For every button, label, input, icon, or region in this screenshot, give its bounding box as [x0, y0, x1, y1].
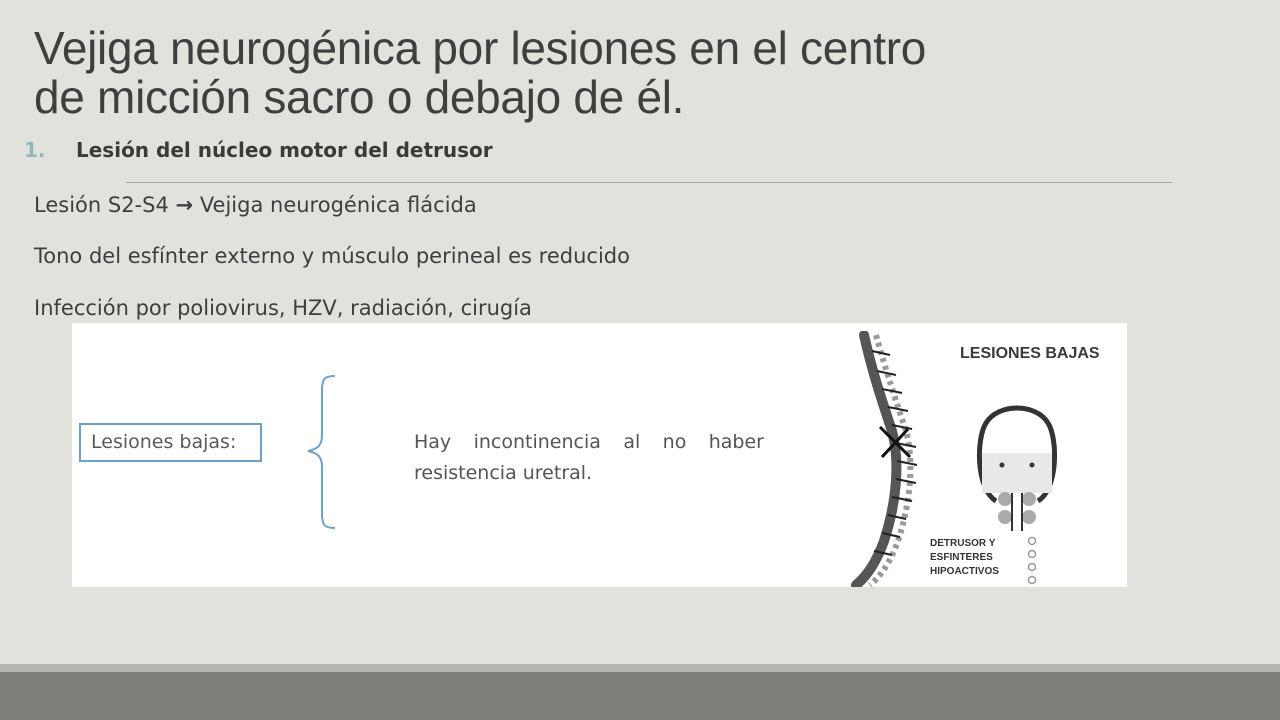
curly-brace-icon	[302, 373, 342, 533]
bladder-diagram-icon	[972, 393, 1062, 533]
list-number: 1.	[24, 138, 46, 162]
vejiga-flacida-text: Vejiga neurogénica flácida	[199, 193, 477, 217]
detrusor-label	[930, 537, 999, 579]
lesion-level-text: Lesión S2-S4	[34, 193, 169, 217]
diagram-title: LESIONES BAJAS	[960, 345, 1100, 362]
figure-text-line-1: Hay incontinencia al no haber	[414, 431, 764, 453]
list-item-heading	[24, 138, 493, 162]
list-heading-text: Lesión del núcleo motor del detrusor	[76, 138, 493, 162]
lesiones-bajas-box: Lesiones bajas:	[79, 423, 262, 462]
spine-illustration-icon	[842, 331, 942, 587]
small-circles-icon	[1022, 535, 1042, 587]
text-line-infeccion: Infección por poliovirus, HZV, radiación, cirugía	[34, 296, 532, 320]
text-line-tono: Tono del esfínter externo y músculo perineal es reducido	[34, 244, 630, 268]
title-line-1: Vejiga neurogénica por lesiones en el centro	[34, 22, 927, 74]
divider-line	[126, 182, 1172, 183]
slide-title	[34, 24, 1134, 122]
arrow-right-icon: →	[175, 193, 194, 217]
detrusor-label-line-1: DETRUSOR Y	[930, 538, 996, 549]
figure-image	[72, 323, 1127, 587]
text-line-lesion	[34, 193, 477, 217]
detrusor-label-line-2: ESFINTERES	[930, 552, 993, 563]
title-line-2: de micción sacro o debajo de él.	[34, 71, 685, 123]
figure-description	[414, 427, 764, 489]
figure-text-line-2: resistencia uretral.	[414, 462, 593, 484]
footer-accent-band	[0, 664, 1280, 672]
detrusor-label-line-3: HIPOACTIVOS	[930, 566, 999, 577]
footer-band	[0, 672, 1280, 720]
